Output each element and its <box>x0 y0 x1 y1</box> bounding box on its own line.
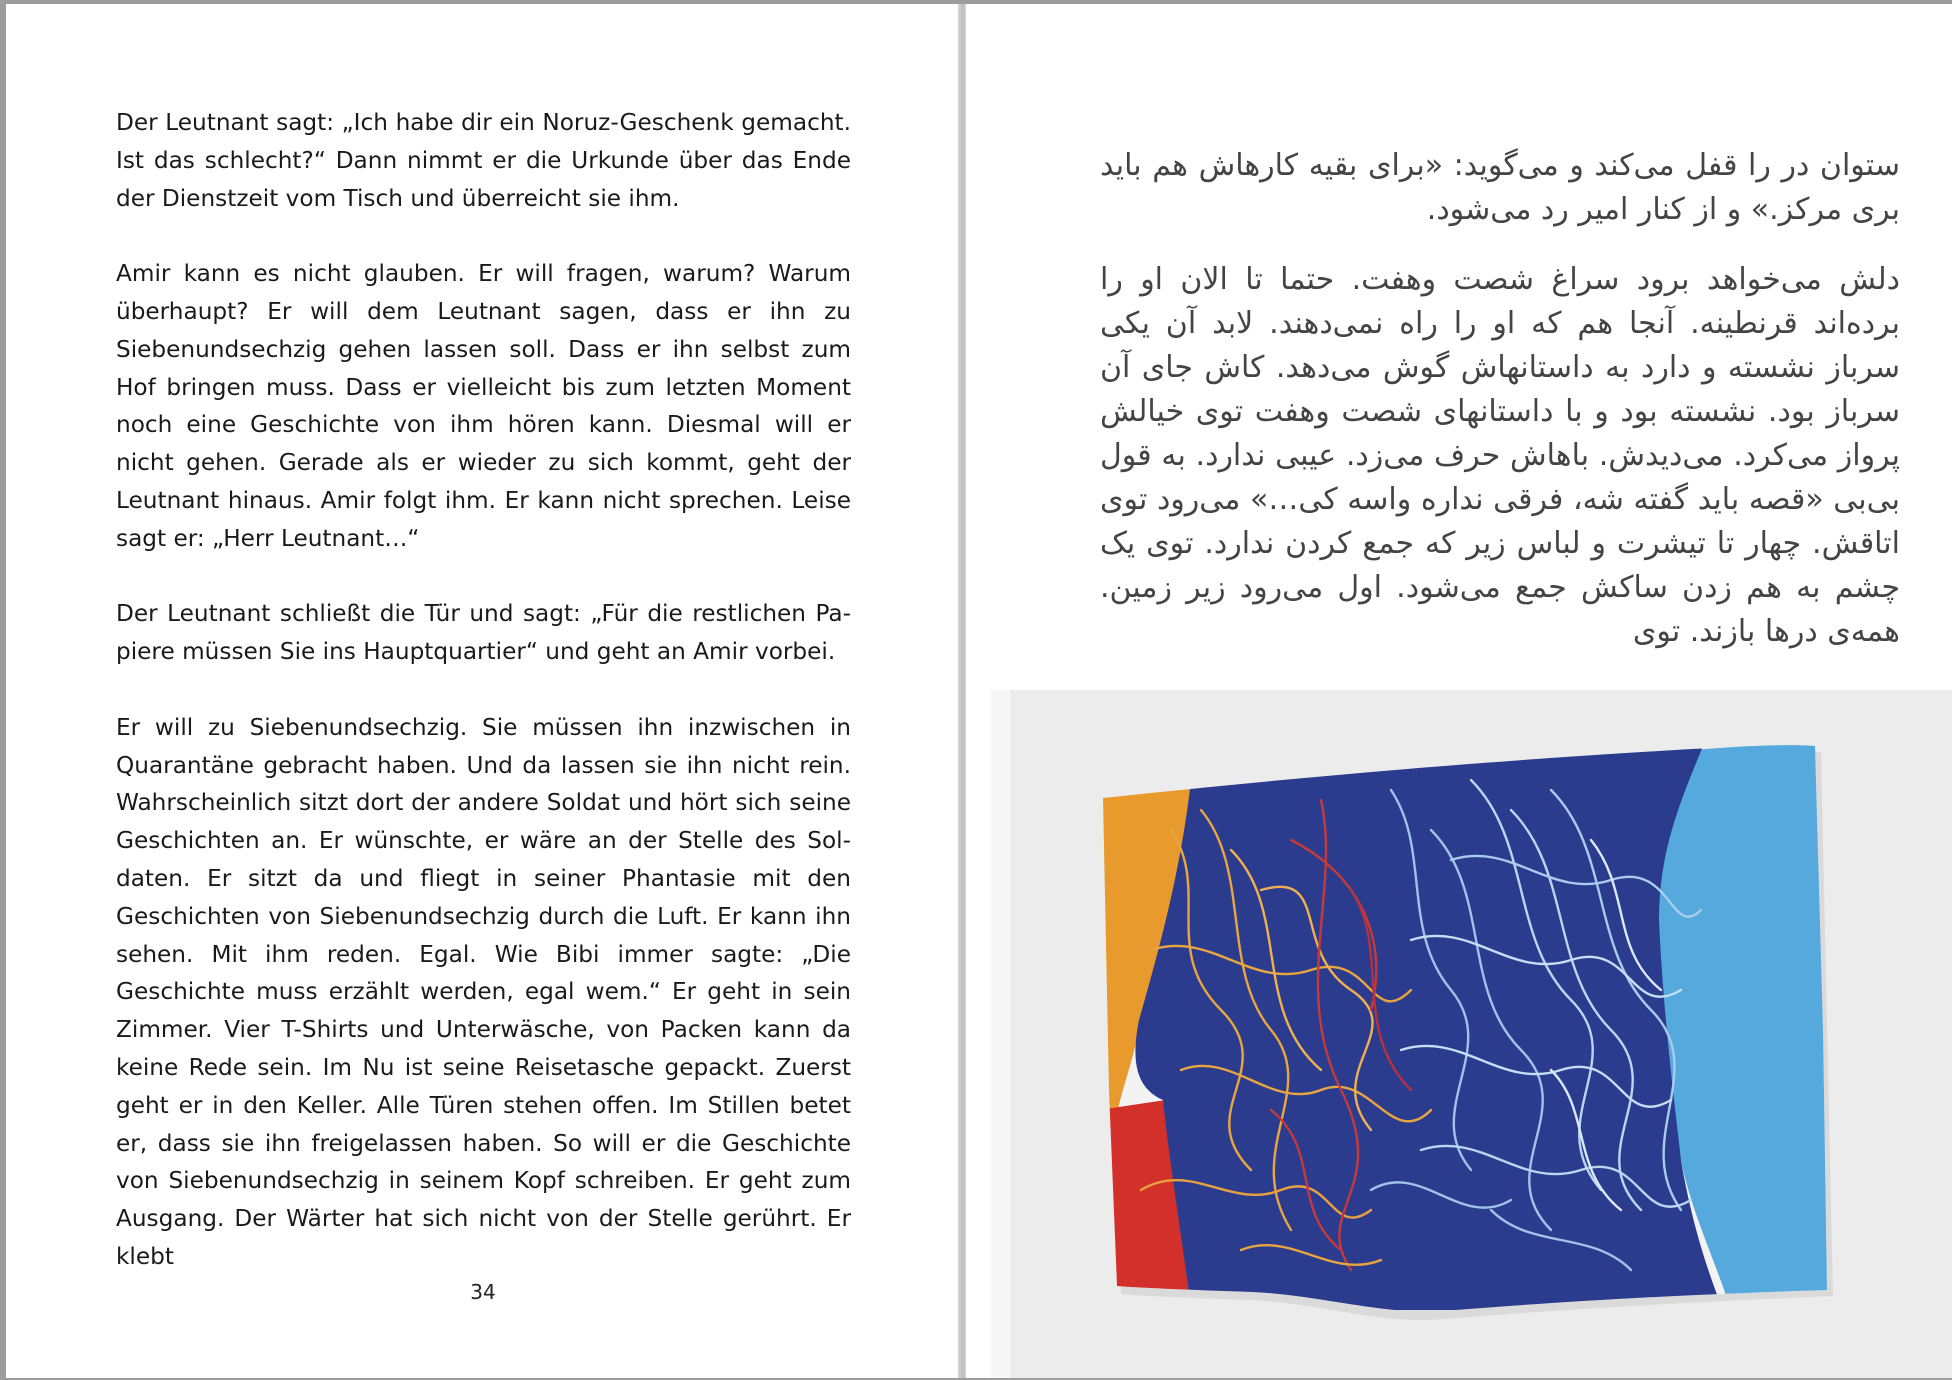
german-paragraph-3: Der Leutnant schließt die Tür und sagt: „Für die restlichen Papiere müssen Sie ins Hauptquartier“ und geht an Amir vorbei. <box>116 600 851 666</box>
german-paragraph-1: Der Leutnant sagt: „Ich habe dir ein Noruz-Geschenk gemacht. Ist das schlecht?“ Dann nimmt er die Urkunde über das Ende der Dienstzeit vom Tisch und überreicht sie ihm. <box>116 109 851 212</box>
navy-paint-area <box>1135 746 1723 1310</box>
right-page <box>966 4 1952 1378</box>
left-page <box>6 4 960 1378</box>
persian-text-block <box>1100 144 1900 664</box>
page-number: 34 <box>470 1280 496 1304</box>
abstract-painting <box>991 690 1952 1378</box>
german-text-block <box>116 104 851 1314</box>
german-paragraph-4: Er will zu Siebenundsechzig. Sie müssen ihn inzwischen in Quarantäne gebracht haben. Und da lassen sie ihn nicht rein. Wahrscheinlich sitzt dort der andere Soldat und hört sich seine Geschichten an. Er wünschte, er wäre an der Stelle des Soldaten. Er sitzt da und fliegt in seiner Phantasie mit den Geschichten von Siebenundsechzig durch die Luft. Er kann ihn sehen. Mit ihm reden. Egal. Wie Bibi immer sagte: „Die Geschichte muss erzählt werden, egal wem.“ Er geht in sein Zimmer. Vier T-Shirts und Unterwäsche, von Packen kann da keine Rede sein. Im Nu ist seine Reisetasche gepackt. Zuerst geht er in den Keller. Alle Türen stehen offen. Im Stillen betet er, dass sie ihn freigelassen haben. So will er die Geschichte von Siebenundsechzig in seinem Kopf schreiben. Er geht zum Ausgang. Der Wärter hat sich nicht von der Stelle gerührt. Er klebt <box>116 713 851 1270</box>
persian-paragraph-1: ستوان در را قفل می‌کند و می‌گوید: «برای بقیه کارهاش هم باید بری مرکز.» و از کنار امیر رد می‌شود. <box>1100 148 1900 227</box>
artwork-photo <box>991 690 1952 1378</box>
german-paragraph-2: Amir kann es nicht glauben. Er will fragen, warum? Warum überhaupt? Er will dem Leutnant sagen, dass er ihn zu Siebenundsechzig gehen lassen soll. Dass er ihn selbst zum Hof bringen muss. Dass er vielleicht bis zum letzten Moment noch eine Geschichte von ihm hören kann. Diesmal will er nicht gehen. Gerade als er wieder zu sich kommt, geht der Leutnant hinaus. Amir folgt ihm. Er kann nicht sprechen. Leise sagt er: „Herr Leutnant…“ <box>116 260 851 552</box>
persian-paragraph-2: دلش می‌خواهد برود سراغ شصت وهفت. حتما تا الان او را برده‌اند قرنطینه. آنجا هم که او را راه نمی‌دهند. لابد آن یکی سرباز نشسته و دارد به داستانهاش گوش می‌دهد. کاش جای آن سرباز بود. نشسته بود و با داستانهای شصت وهفت توی خیالش پرواز می‌کرد. می‌دیدش. باهاش حرف می‌زد. عیبی ندارد. به قول بی‌بی «قصه باید گفته شه، فرقی نداره واسه کی…» می‌رود توی اتاقش. چهار تا تیشرت و لباس زیر که جمع کردن ندارد. توی یک چشم به هم زدن ساکش جمع می‌شود. اول می‌رود زیر زمین. همه‌ی درها بازند. توی <box>1100 262 1900 649</box>
